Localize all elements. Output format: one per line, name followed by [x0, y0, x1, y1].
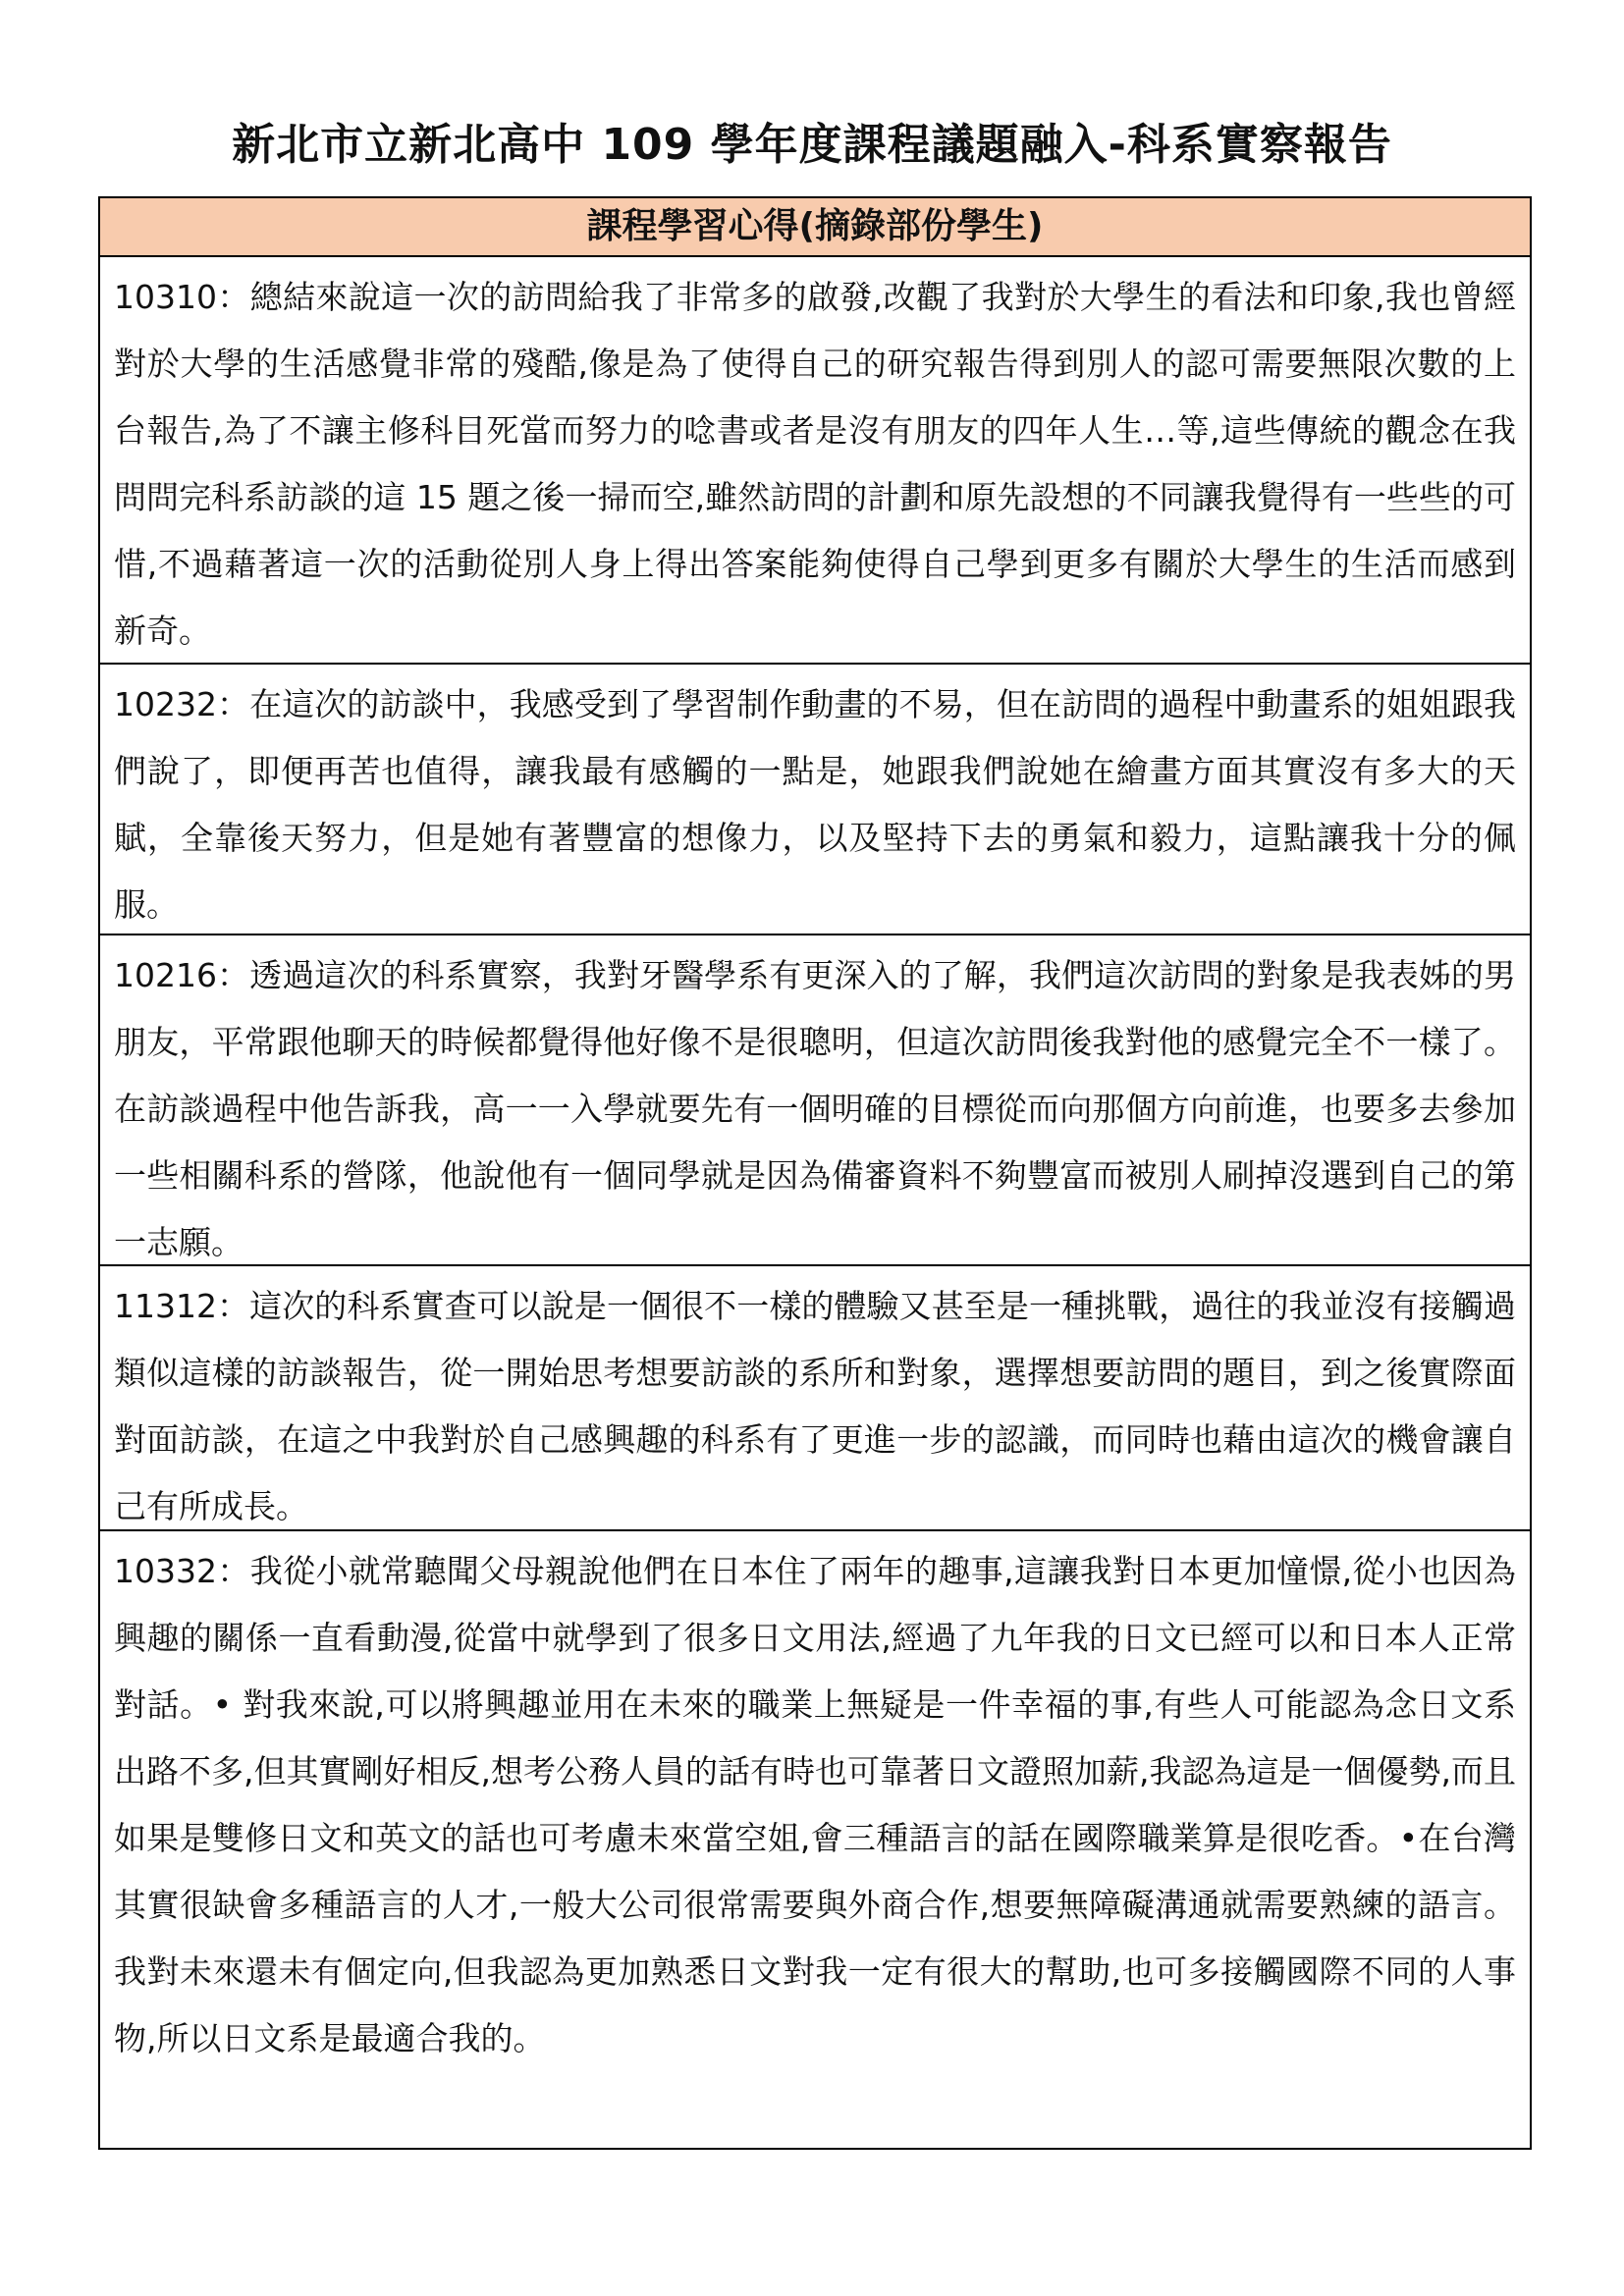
student-reflection-entry: 10332：我從小就常聽聞父母親說他們在日本住了兩年的趣事,這讓我對日本更加憧憬,從小也因為興趣的關係一直看動漫,從當中就學到了很多日文用法,經過了九年我的日文已經可以和日本人正常對話。• 對我來說,可以將興趣並用在未來的職業上無疑是一件幸福的事,有些人可能認為念日文系出路不多,但其實剛好相反,想考公務人員的話有時也可靠著日文證照加薪,我認為這是一個優勢,而且如果是雙修日文和英文的話也可考慮未來當空姐,會三種語言的話在國際職業算是很吃香。•在台灣其實很缺會多種語言的人才,一般大公司很常需要與外商合作,想要無障礙溝通就需要熟練的語言。我對未來還未有個定向,但我認為更加熟悉日文對我一定有很大的幫助,也可多接觸國際不同的人事物,所以日文系是最適合我的。	[114, 1552, 1516, 2057]
page-title: 新北市立新北高中 109 學年度課程議題融入-科系實察報告	[232, 120, 1392, 170]
student-reflection-entry: 10310：總結來說這一次的訪問給我了非常多的啟發,改觀了我對於大學生的看法和印象,我也曾經對於大學的生活感覺非常的殘酷,像是為了使得自己的研究報告得到別人的認可需要無限次數的上台報告,為了不讓主修科目死當而努力的唸書或者是沒有朋友的四年人生…等,這些傳統的觀念在我問問完科系訪談的這 15 題之後一掃而空,雖然訪問的計劃和原先設想的不同讓我覺得有一些些的可惜,不過藉著這一次的活動從別人身上得出答案能夠使得自己學到更多有關於大學生的生活而感到新奇。	[100, 257, 1530, 665]
student-reflection-entry: 10232：在這次的訪談中，我感受到了學習制作動畫的不易，但在訪問的過程中動畫系的姐姐跟我們說了，即便再苦也值得，讓我最有感觸的一點是，她跟我們說她在繪畫方面其實沒有多大的天賦，全靠後天努力，但是她有著豐富的想像力，以及堅持下去的勇氣和毅力，這點讓我十分的佩服。	[100, 665, 1530, 935]
student-reflection-entry: 10216：透過這次的科系實察，我對牙醫學系有更深入的了解，我們這次訪問的對象是我表姊的男朋友，平常跟他聊天的時候都覺得他好像不是很聰明，但這次訪問後我對他的感覺完全不一樣了。在訪談過程中他告訴我，高一一入學就要先有一個明確的目標從而向那個方向前進，也要多去參加一些相關科系的營隊，他說他有一個同學就是因為備審資料不夠豐富而被別人刷掉沒選到自己的第一志願。	[100, 935, 1530, 1266]
student-reflection-entry: 11312：這次的科系實查可以說是一個很不一樣的體驗又甚至是一種挑戰，過往的我並沒有接觸過類似這樣的訪談報告，從一開始思考想要訪談的系所和對象，選擇想要訪問的題目，到之後實際面對面訪談，在這之中我對於自己感興趣的科系有了更進一步的認識，而同時也藉由這次的機會讓自己有所成長。	[100, 1266, 1530, 1531]
report-table	[98, 196, 1532, 2150]
table-header: 課程學習心得(摘錄部份學生)	[100, 198, 1530, 257]
